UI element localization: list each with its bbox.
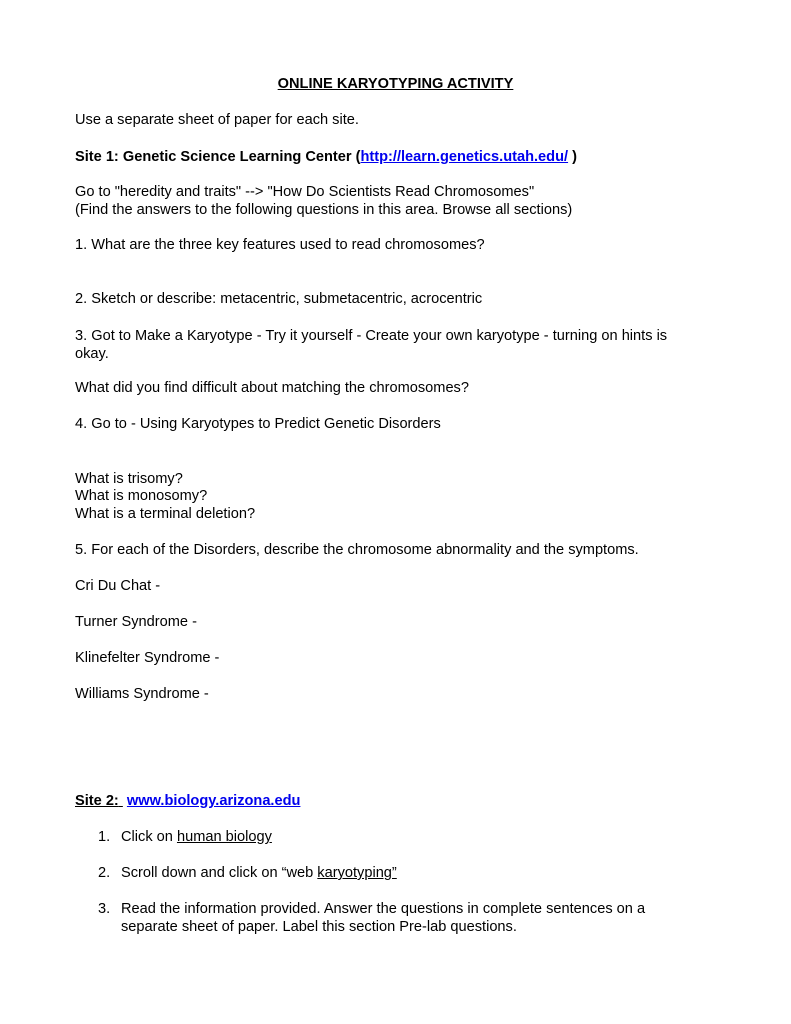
site2-link[interactable]: www.biology.arizona.edu — [126, 793, 301, 809]
step-3-line-2: separate sheet of paper. Label this section Pre-lab questions. — [121, 919, 517, 935]
step-text: Scroll down and click on “web — [121, 865, 318, 881]
question-3-line-1: 3. Got to Make a Karyotype - Try it yourself - Create your own karyotype - turning on hints is — [75, 328, 668, 344]
site2-heading — [75, 792, 300, 810]
step-text: Click on — [121, 829, 177, 845]
question-3-line-2: okay. — [75, 346, 109, 362]
intro-text: Use a separate sheet of paper for each site. — [75, 112, 359, 128]
disorder-item: Cri Du Chat - — [75, 578, 161, 594]
question-terminal-deletion: What is a terminal deletion? — [75, 506, 256, 522]
disorder-item: Klinefelter Syndrome - — [75, 650, 220, 666]
question-3-followup: What did you find difficult about matching the chromosomes? — [75, 380, 469, 396]
step-number: 3. — [98, 901, 111, 917]
step-2 — [121, 864, 397, 882]
question-4: 4. Go to - Using Karyotypes to Predict Genetic Disorders — [75, 416, 441, 432]
human-biology-link[interactable]: human biology — [176, 829, 272, 845]
site1-find-instruction: (Find the answers to the following questions in this area. Browse all sections) — [75, 202, 573, 218]
step-3-line-1: Read the information provided. Answer the questions in complete sentences on a — [121, 901, 646, 917]
disorder-item: Williams Syndrome - — [75, 686, 209, 702]
question-trisomy: What is trisomy? — [75, 471, 183, 487]
step-number: 2. — [98, 865, 111, 881]
site1-link[interactable]: http://learn.genetics.utah.edu/ — [360, 149, 569, 165]
site1-goto-instruction: Go to "heredity and traits" --> "How Do Scientists Read Chromosomes" — [75, 184, 535, 200]
disorder-item: Turner Syndrome - — [75, 614, 197, 630]
question-monosomy: What is monosomy? — [75, 488, 208, 504]
step-1 — [121, 828, 272, 846]
question-5: 5. For each of the Disorders, describe the chromosome abnormality and the symptoms. — [75, 542, 639, 558]
page-title: ONLINE KARYOTYPING ACTIVITY — [277, 76, 514, 92]
site1-label: Site 1: Genetic Science Learning Center ( — [75, 149, 361, 165]
question-2: 2. Sketch or describe: metacentric, submetacentric, acrocentric — [75, 291, 483, 307]
site1-heading — [75, 148, 577, 166]
site2-label: Site 2: — [75, 793, 119, 809]
web-karyotyping-link[interactable]: karyotyping” — [317, 865, 397, 881]
question-1: 1. What are the three key features used to read chromosomes? — [75, 237, 485, 253]
step-number: 1. — [98, 829, 111, 845]
site1-close-paren: ) — [568, 149, 577, 165]
